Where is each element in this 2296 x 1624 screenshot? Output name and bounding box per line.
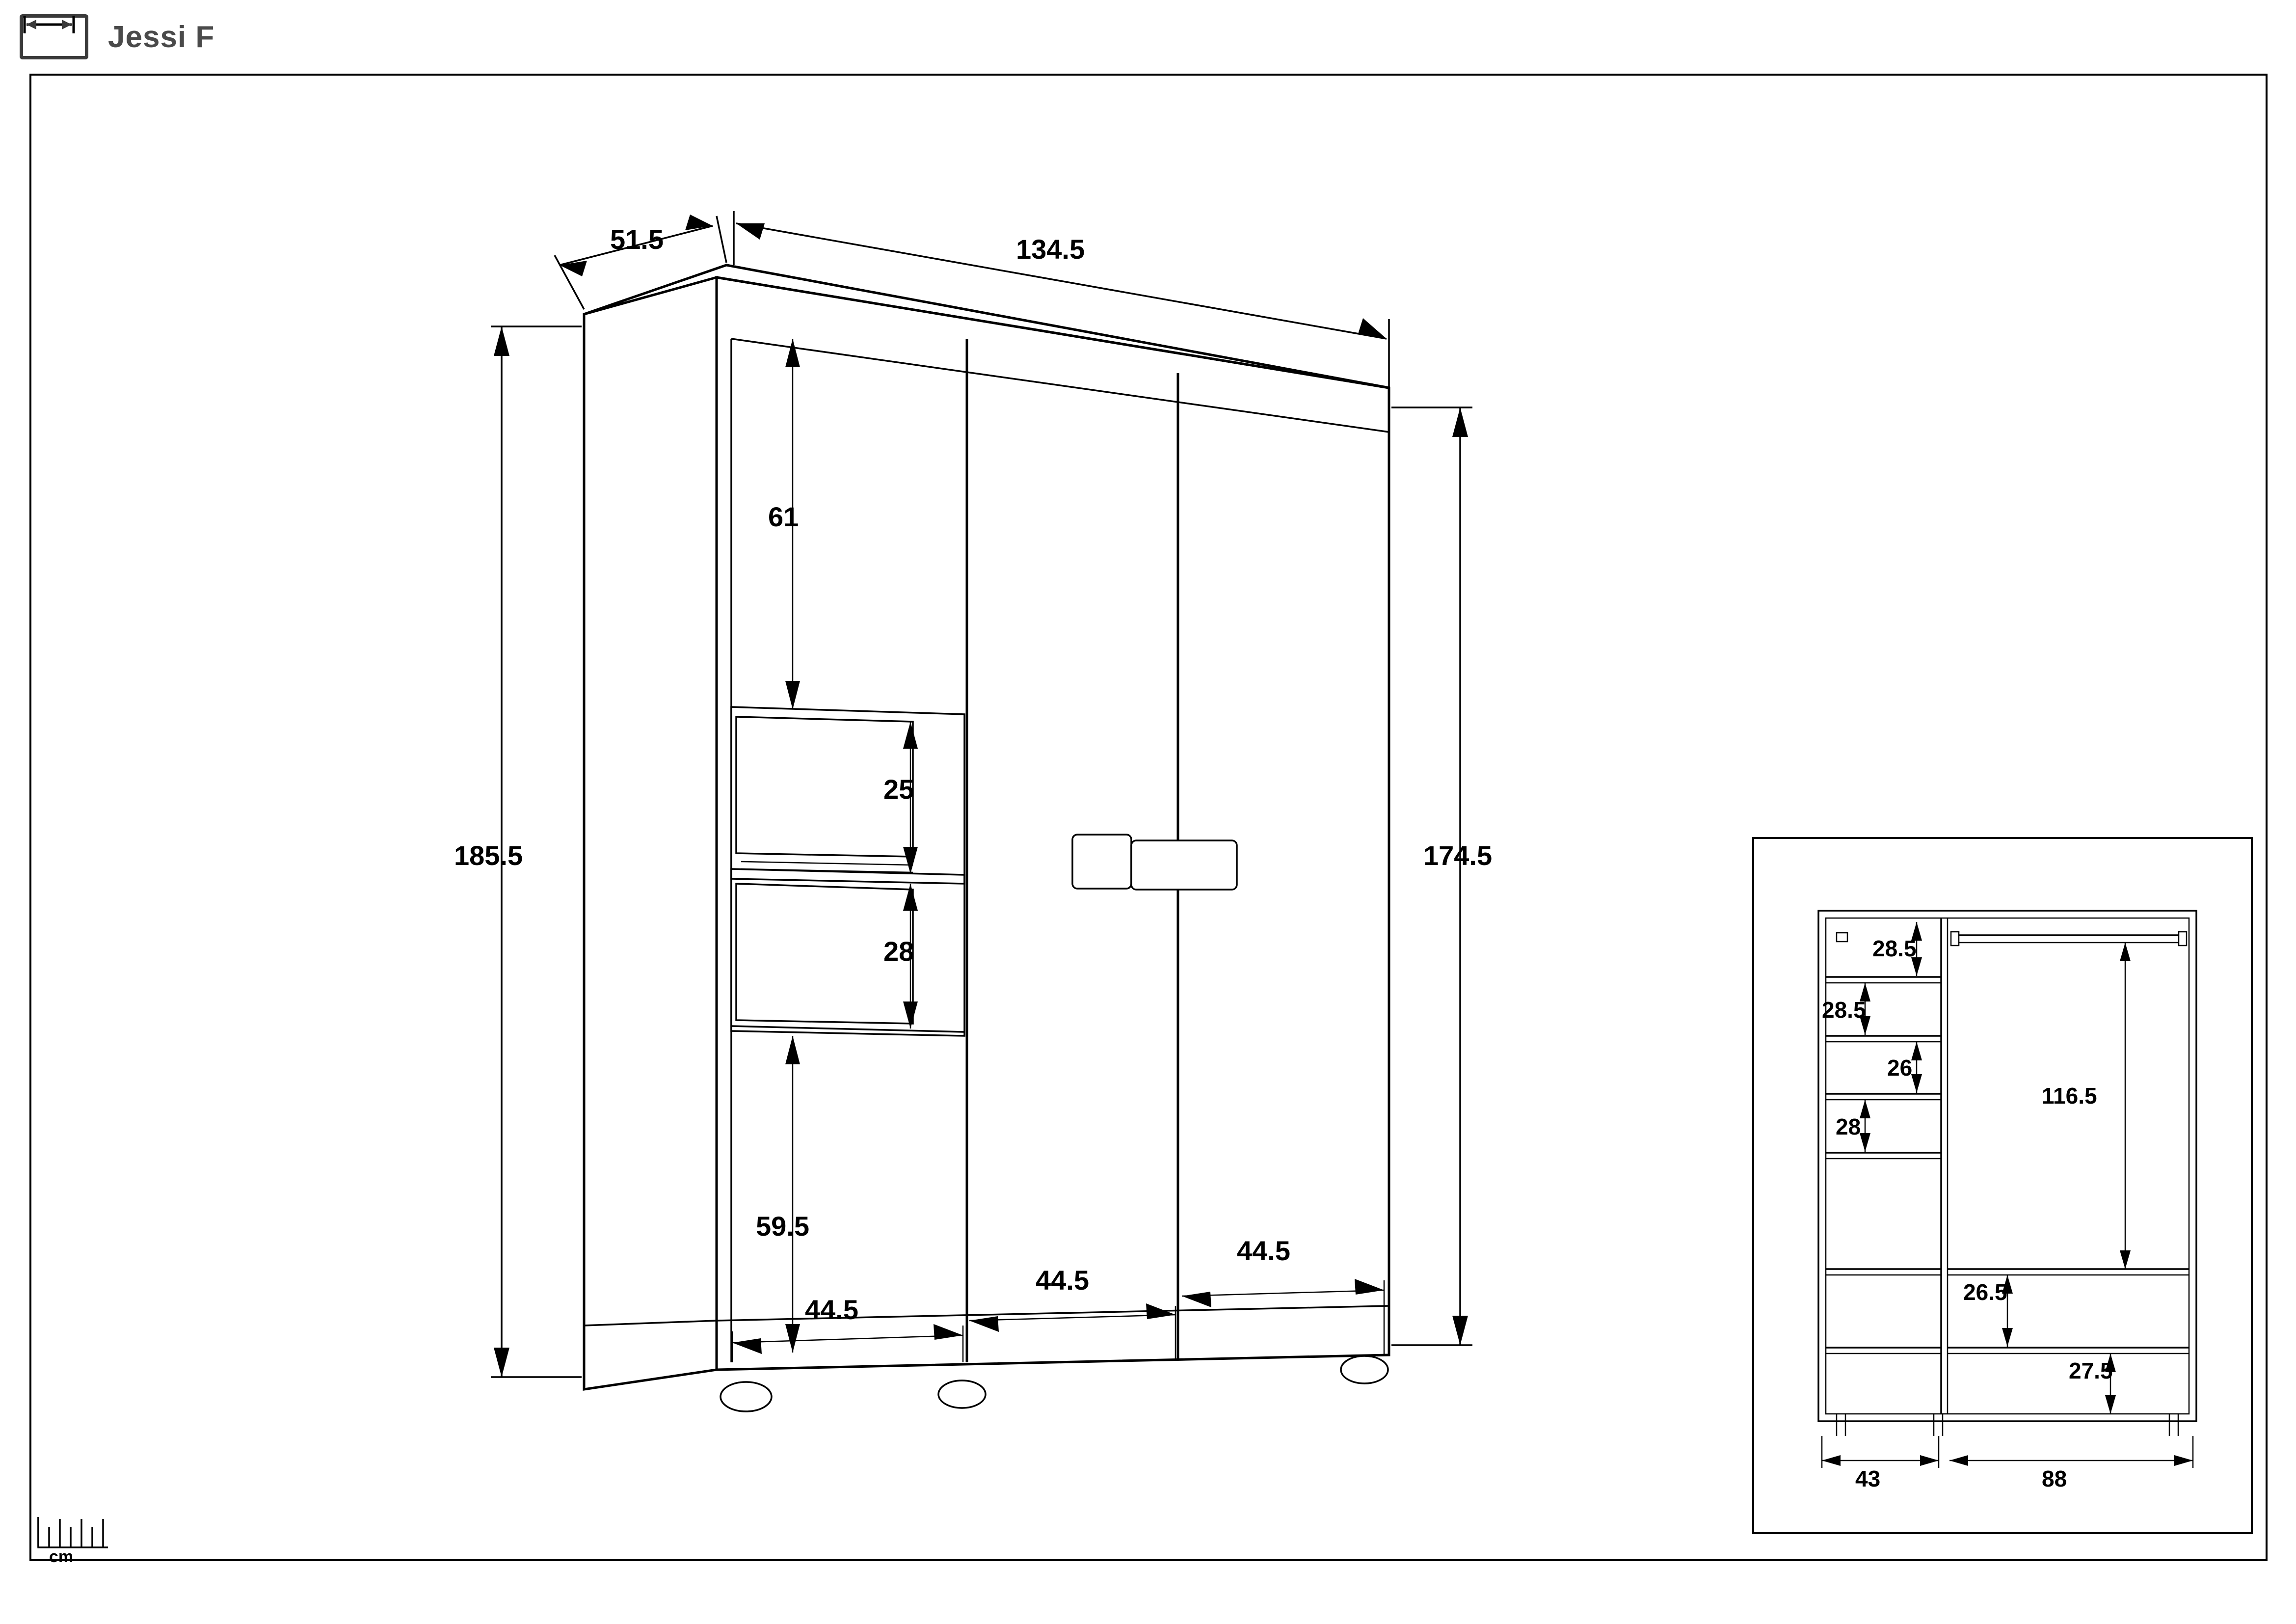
- dim-rail-section: 116.5: [2042, 1083, 2097, 1109]
- dim-upper-door: 61: [768, 501, 799, 532]
- dim-door-width-2: 44.5: [1036, 1265, 1089, 1296]
- dim-shelf-e: 26.5: [1963, 1279, 2007, 1305]
- page-title: Jessi F: [108, 20, 215, 54]
- dim-niche-lower: 28: [883, 936, 914, 967]
- dim-shelf-a: 28.5: [1872, 936, 1917, 961]
- dim-door-width-3: 44.5: [1237, 1235, 1290, 1266]
- dim-height-total: 185.5: [454, 840, 523, 871]
- dim-lower-door: 59.5: [756, 1211, 809, 1242]
- dim-niche-upper: 25: [883, 774, 914, 805]
- dim-shelf-f: 27.5: [2069, 1358, 2113, 1383]
- dim-height-body: 174.5: [1423, 840, 1493, 871]
- dim-width-right: 88: [2042, 1466, 2067, 1491]
- dim-shelf-b: 28.5: [1822, 997, 1866, 1023]
- dim-shelf-d: 28: [1836, 1114, 1861, 1139]
- dim-width-left: 43: [1855, 1466, 1881, 1491]
- units-label: cm: [49, 1547, 74, 1566]
- dim-width-total: 134.5: [1016, 234, 1085, 265]
- dim-shelf-c: 26: [1887, 1055, 1913, 1081]
- dim-depth: 51.5: [610, 224, 664, 255]
- dim-door-width-1: 44.5: [805, 1294, 858, 1325]
